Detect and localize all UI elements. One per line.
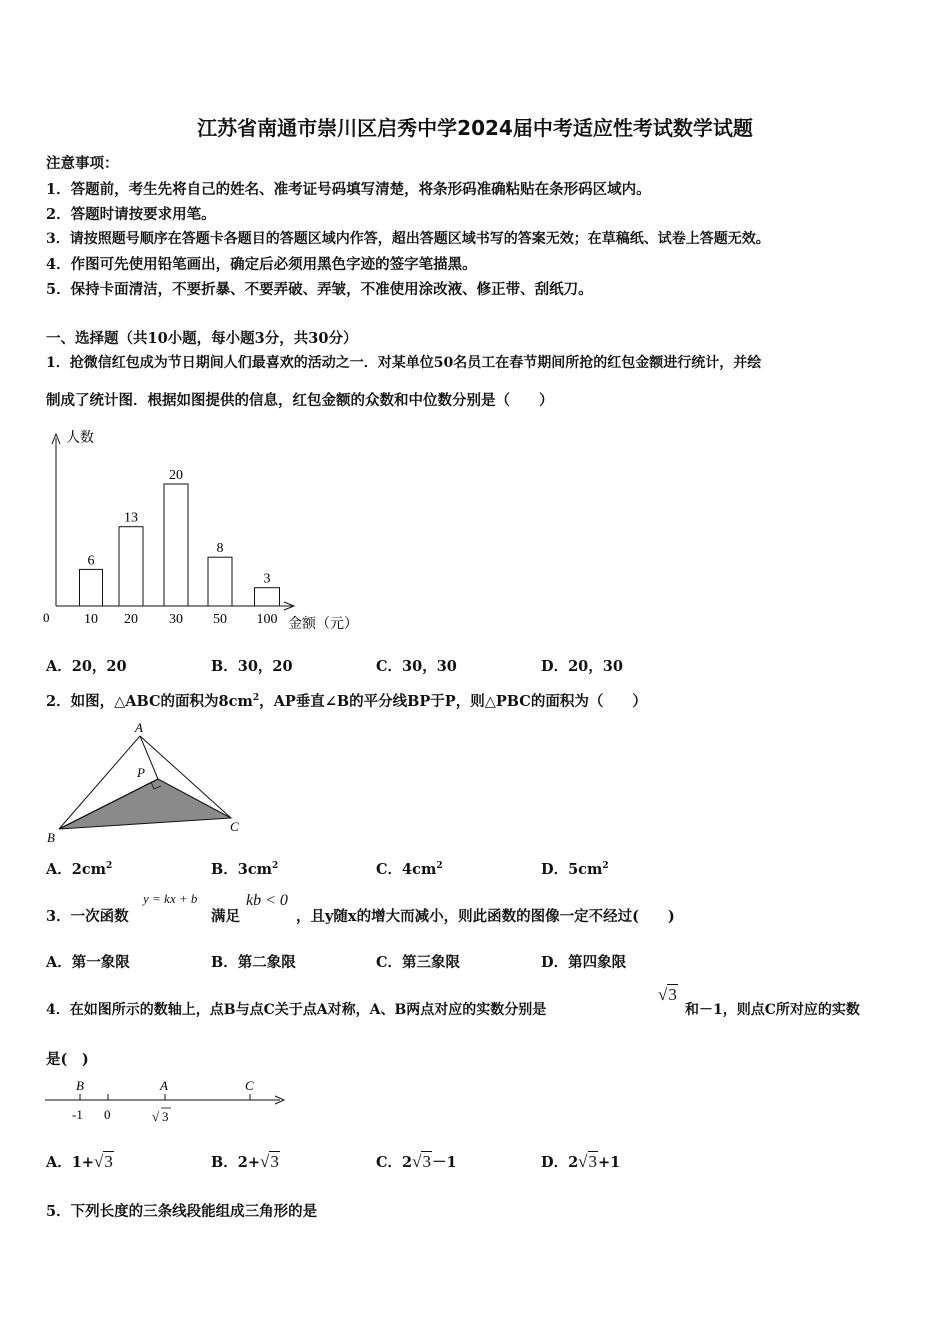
q1-option-a[interactable]: A．20，20 xyxy=(46,658,127,675)
question-4-line2: 是( ) xyxy=(46,1051,89,1068)
bar xyxy=(80,569,103,606)
q4-option-b[interactable]: B．2+√3 xyxy=(211,1152,279,1171)
q1-bar-chart xyxy=(40,424,380,640)
x-tick-label: 100 xyxy=(256,612,278,627)
bar xyxy=(119,527,143,606)
q4-sqrt3: √3 xyxy=(658,985,677,1004)
tick-label-sqrt-sign: √ xyxy=(152,1109,160,1124)
bar-value-label: 20 xyxy=(169,468,183,483)
x-tick-label: 30 xyxy=(169,612,183,627)
x-tick-label: 20 xyxy=(124,612,138,627)
q4-number-line xyxy=(40,1075,300,1127)
q1-option-d[interactable]: D．20，30 xyxy=(541,658,623,675)
tick-label-neg1: -1 xyxy=(72,1107,83,1122)
notice-item: 5．保持卡面清洁，不要折暴、不要弄破、弄皱，不准使用涂改液、修正带、刮纸刀。 xyxy=(46,281,593,298)
question-3-prefix: 3．一次函数 xyxy=(46,908,129,925)
y-axis-label: 人数 xyxy=(66,431,94,446)
q4-option-d[interactable]: D．2√3+1 xyxy=(541,1152,621,1171)
point-a-label: A xyxy=(160,1078,168,1093)
question-3-middle: 满足 xyxy=(211,908,240,925)
question-2-text: 2．如图，△ABC的面积为$8cm^2$，AP垂直∠B的平分线BP于P，则△PBC的面积为（ ） xyxy=(46,693,647,710)
notice-item: 1．答题前，考生先将自己的姓名、准考证号码填写清楚，将条形码准确粘贴在条形码区域内。 xyxy=(46,181,651,198)
origin-label: 0 xyxy=(43,610,50,625)
section-heading: 一、选择题（共10小题，每小题3分，共30分） xyxy=(46,330,358,347)
q4-option-c[interactable]: C．2√3－1 xyxy=(376,1152,457,1171)
label-p: P xyxy=(137,765,145,780)
x-tick-label: 50 xyxy=(213,612,227,627)
q3-formula: y = kx + b xyxy=(143,891,198,906)
bar-value-label: 8 xyxy=(216,541,224,557)
question-3-suffix: ，且y随x的增大而减小，则此函数的图像一定不经过( ) xyxy=(296,908,675,925)
question-5-text: 5．下列长度的三条线段能组成三角形的是 xyxy=(46,1203,318,1220)
tick-label-zero: 0 xyxy=(104,1107,111,1122)
notice-item: 4．作图可先使用铅笔画出，确定后必须用黑色字迹的签字笔描黑。 xyxy=(46,256,477,273)
q2-option-b[interactable]: B．$3cm^2$ xyxy=(211,861,279,878)
q3-condition: kb < 0 xyxy=(246,892,288,909)
bar-value-label: 3 xyxy=(263,571,271,587)
label-c: C xyxy=(230,819,239,834)
q3-option-d[interactable]: D．第四象限 xyxy=(541,954,627,971)
label-a: A xyxy=(135,720,143,735)
label-b: B xyxy=(47,830,55,845)
q2-option-c[interactable]: C．$4cm^2$ xyxy=(376,861,443,878)
x-tick-label: 10 xyxy=(84,612,98,627)
tick-label-sqrt3: 3 xyxy=(162,1109,169,1124)
notice-item: 3．请按照题号顺序在答题卡各题目的答题区域内作答，超出答题区域书写的答案无效；在草稿纸、试卷上答题无效。 xyxy=(46,231,770,247)
q3-option-c[interactable]: C．第三象限 xyxy=(376,954,461,971)
bar xyxy=(208,557,232,606)
question-4-line1b: 和－1，则点C所对应的实数 xyxy=(685,1002,860,1018)
q4-option-a[interactable]: A．1+√3 xyxy=(46,1152,113,1171)
q2-option-a[interactable]: A．$2cm^2$ xyxy=(46,861,113,878)
q2-option-d[interactable]: D．$5cm^2$ xyxy=(541,861,609,878)
notice-item: 2．答题时请按要求用笔。 xyxy=(46,206,216,223)
q2-triangle-figure xyxy=(40,716,260,846)
bar xyxy=(164,484,188,606)
x-axis-label: 金额（元） xyxy=(288,617,358,632)
triangle-pbc xyxy=(59,779,231,829)
page-title: 江苏省南通市崇川区启秀中学2024届中考适应性考试数学试题 xyxy=(197,116,753,140)
q3-option-a[interactable]: A．第一象限 xyxy=(46,954,130,971)
bar-value-label: 13 xyxy=(124,510,138,526)
q1-option-b[interactable]: B．30，20 xyxy=(211,658,293,675)
question-1-line1: 1．抢微信红包成为节日期间人们最喜欢的活动之一．对某单位50名员工在春节期间所抢的红包金额进行统计，并绘 xyxy=(46,355,762,371)
q1-option-c[interactable]: C．30，30 xyxy=(376,658,457,675)
notice-heading: 注意事项： xyxy=(46,155,119,172)
bar-value-label: 6 xyxy=(87,553,95,569)
point-b-label: B xyxy=(76,1078,84,1093)
bar xyxy=(255,588,280,606)
question-1-line2: 制成了统计图．根据如图提供的信息，红包金额的众数和中位数分别是（ ） xyxy=(46,392,554,409)
question-4-line1a: 4．在如图所示的数轴上，点B与点C关于点A对称，A、B两点对应的实数分别是 xyxy=(46,1002,547,1018)
point-c-label: C xyxy=(245,1078,254,1093)
q3-option-b[interactable]: B．第二象限 xyxy=(211,954,296,971)
